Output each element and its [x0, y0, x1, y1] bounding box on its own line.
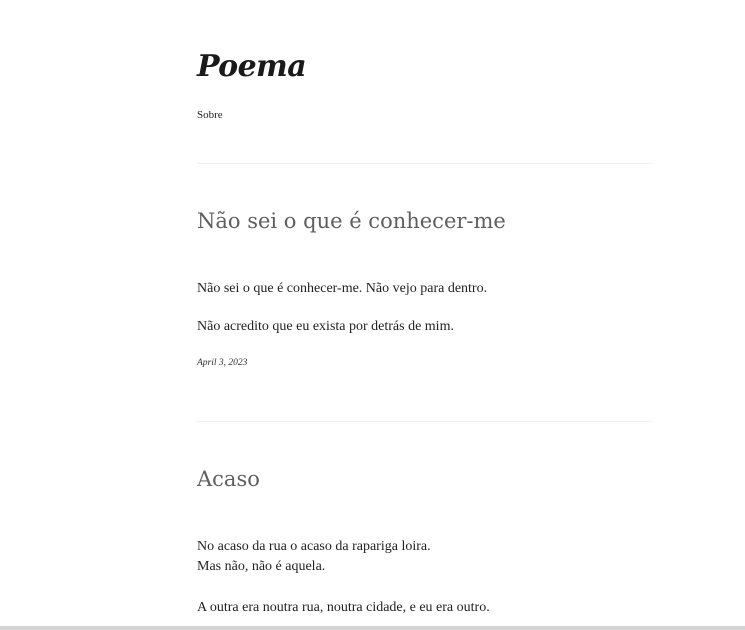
- post-body-line: Não sei o que é conhecer-me. Não vejo para dentro.: [197, 281, 488, 296]
- divider: [197, 163, 652, 164]
- divider: [197, 421, 652, 422]
- post-title[interactable]: Não sei o que é conhecer-me: [197, 209, 506, 233]
- post-date: April 3, 2023: [197, 358, 248, 368]
- site-title[interactable]: Poema: [197, 49, 307, 84]
- post-body-line: Não acredito que eu exista por detrás de mim.: [197, 319, 454, 334]
- post-body-line: Mas não, não é aquela.: [197, 559, 326, 574]
- window-bottom-edge: [0, 626, 745, 630]
- post-body-line: A outra era noutra rua, noutra cidade, e eu era outro.: [197, 600, 490, 615]
- nav-link-sobre[interactable]: Sobre: [197, 109, 223, 121]
- post-title[interactable]: Acaso: [197, 467, 260, 491]
- post-body-line: No acaso da rua o acaso da rapariga loira.: [197, 539, 431, 554]
